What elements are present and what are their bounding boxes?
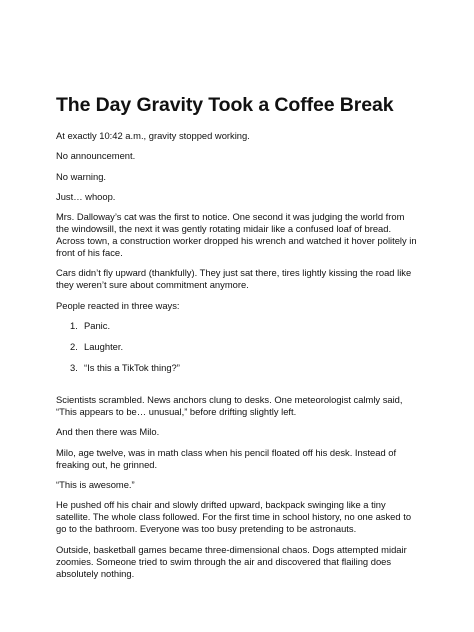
paragraph-scientists: Scientists scrambled. News anchors clung to desks. One meteorologist calmly said, “This appears to be… unusual,” before drifting slightly left. xyxy=(56,394,403,418)
paragraph-whoop: Just… whoop. xyxy=(56,190,116,202)
list-item-text: “Is this a TikTok thing?” xyxy=(84,362,180,374)
document-page xyxy=(56,92,420,588)
reaction-list xyxy=(56,320,420,374)
paragraph-no-announcement: No announcement. xyxy=(56,150,136,162)
paragraph-milo-pencil: Milo, age twelve, was in math class when his pencil floated off his desk. Instead of freaking out, he grinned. xyxy=(56,446,397,470)
list-item xyxy=(70,341,420,353)
paragraph-gravity-stopped: At exactly 10:42 a.m., gravity stopped working. xyxy=(56,130,250,141)
document-title: The Day Gravity Took a Coffee Break xyxy=(56,94,394,116)
paragraph-awesome-quote: “This is awesome.” xyxy=(56,478,135,490)
paragraph-cat: Mrs. Dalloway’s cat was the first to notice. One second it was judging the world from the windowsill, the next it was gently rotating midair like a confused loaf of bread. Across town, a construction worker dropped his wrench and watched it hover politely in front of his face. xyxy=(56,211,417,259)
list-item-text: Laughter. xyxy=(84,341,124,353)
list-item-number: 3. xyxy=(70,362,78,374)
paragraph-cars: Cars didn’t fly upward (thankfully). They just sat there, tires lightly kissing the road like they weren’t sure about commitment anymore. xyxy=(56,267,412,291)
paragraph-drifted-upward: He pushed off his chair and slowly drifted upward, backpack swinging like a tiny satellite. The whole class followed. For the first time in school history, no one asked to go to the bathroom. Everyone was too busy pretending to be astronauts. xyxy=(56,499,412,535)
paragraph-milo-intro: And then there was Milo. xyxy=(56,426,160,438)
list-item xyxy=(70,362,420,374)
paragraph-outside: Outside, basketball games became three-dimensional chaos. Dogs attempted midair zoomies. Someone tried to swim through the air and discovered that flailing does absolutely nothing. xyxy=(56,543,407,579)
paragraph-no-warning: No warning. xyxy=(56,170,107,182)
list-item-number: 1. xyxy=(70,320,78,332)
paragraph-people-reacted: People reacted in three ways: xyxy=(56,299,180,311)
list-item-number: 2. xyxy=(70,341,78,353)
list-item xyxy=(70,320,420,332)
list-item-text: Panic. xyxy=(84,320,111,332)
